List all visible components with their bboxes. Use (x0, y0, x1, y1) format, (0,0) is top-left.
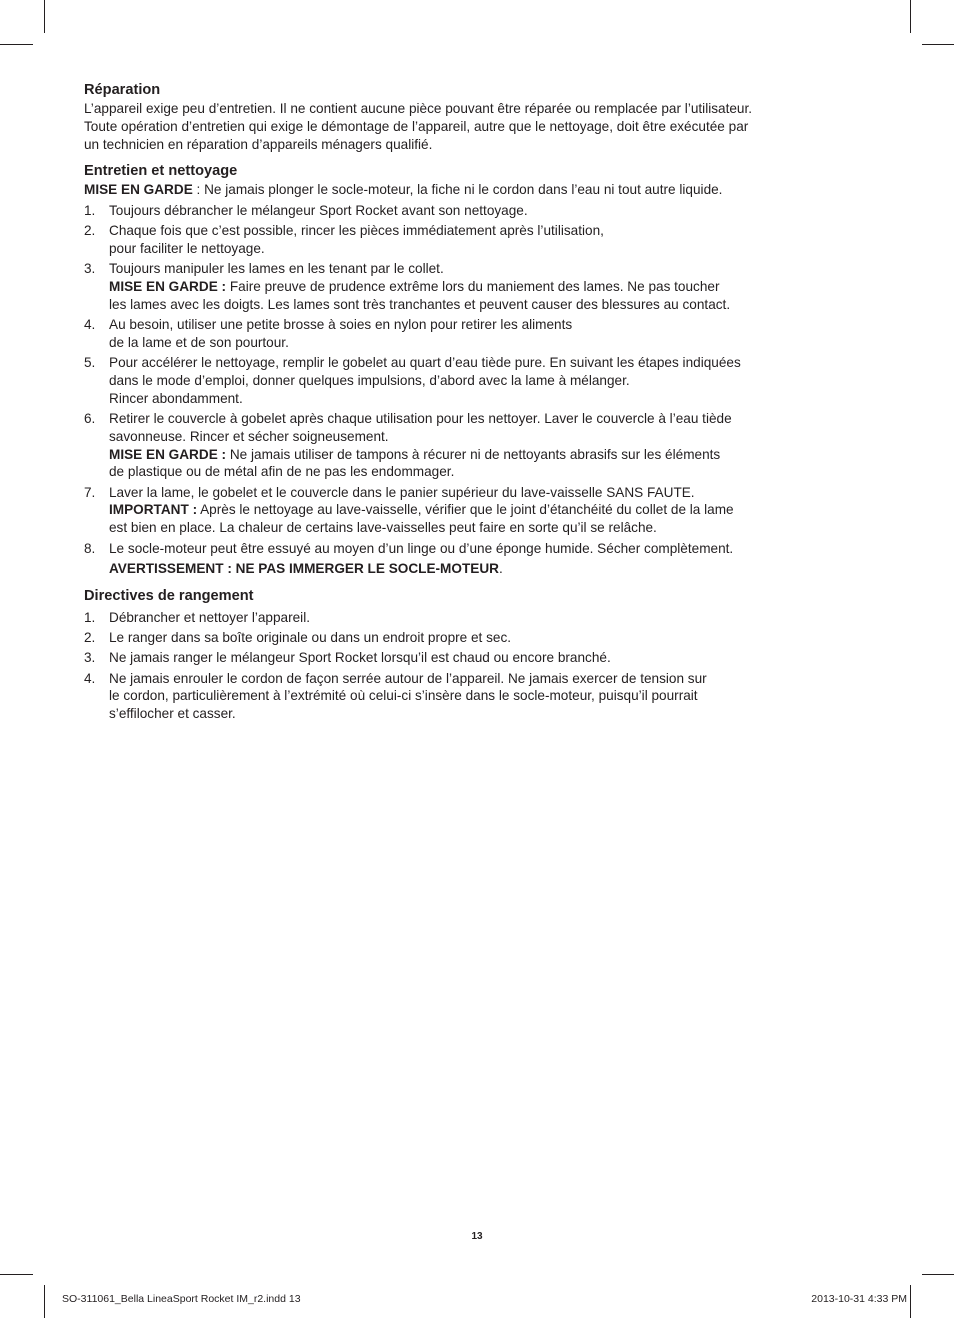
page-number: 13 (471, 1231, 483, 1242)
crop-mark-bottom-left-vertical (44, 1285, 45, 1318)
final-warning-punct: . (498, 561, 503, 577)
list-item (84, 649, 864, 667)
item-line: savonneuse. Rincer et sécher soigneusement. (109, 428, 389, 444)
crop-mark-bottom-right-horizontal (922, 1274, 954, 1275)
item-line: s’effilocher et casser. (109, 706, 236, 722)
storage-section (84, 586, 864, 723)
item-line: Chaque fois que c’est possible, rincer les pièces immédiatement après l’utilisation, (109, 222, 604, 238)
item-number: 4. (84, 670, 96, 686)
item-line: de la lame et de son pourtour. (109, 334, 289, 350)
item-number: 3. (84, 650, 96, 666)
warning-label: MISE EN GARDE (84, 182, 193, 198)
item-line: Laver la lame, le gobelet et le couvercle dans le panier supérieur du lave-vaisselle SANS FAUTE. (109, 484, 695, 500)
item-line: Retirer le couvercle à gobelet après chaque utilisation pour les nettoyer. Laver le couvercle à l’eau tiède (109, 410, 732, 426)
list-item (84, 609, 864, 627)
item-number: 1. (84, 202, 96, 218)
item-number: 8. (84, 540, 96, 556)
item-line: Ne jamais enrouler le cordon de façon serrée autour de l’appareil. Ne jamais exercer de tension sur (109, 670, 707, 686)
crop-mark-top-right-vertical (910, 0, 911, 33)
cleaning-title: Entretien et nettoyage (84, 163, 238, 180)
note-label: IMPORTANT : (109, 502, 198, 518)
list-item (84, 670, 864, 723)
item-number: 5. (84, 355, 96, 371)
item-note (109, 501, 864, 519)
item-line: pour faciliter le nettoyage. (109, 240, 265, 256)
item-line: Pour accélérer le nettoyage, remplir le gobelet au quart d’eau tiède pure. En suivant les étapes indiquées (109, 355, 741, 371)
note-text: Faire preuve de prudence extrême lors du maniement des lames. Ne pas toucher (226, 278, 720, 294)
item-note (109, 446, 864, 464)
item-line: de plastique ou de métal afin de ne pas les endommager. (109, 464, 455, 480)
list-item (84, 202, 864, 220)
item-line: dans le mode d’emploi, donner quelques impulsions, d’abord avec la lame à mélanger. (109, 372, 630, 388)
repair-line: Toute opération d’entretien qui exige le démontage de l’appareil, autre que le nettoyage, doit être exécutée par (84, 118, 749, 134)
item-line: Toujours débrancher le mélangeur Sport Rocket avant son nettoyage. (109, 202, 528, 218)
repair-paragraph (84, 100, 864, 153)
crop-mark-top-left-horizontal (0, 44, 33, 45)
item-final-warning (109, 560, 864, 578)
cleaning-section (84, 161, 864, 578)
repair-line: L’appareil exige peu d’entretien. Il ne contient aucune pièce pouvant être réparée ou remplacée par l’utilisateur. (84, 101, 753, 116)
crop-mark-bottom-right-vertical (910, 1285, 911, 1318)
final-warning-text: AVERTISSEMENT : NE PAS IMMERGER LE SOCLE-MOTEUR (109, 561, 499, 577)
warning-text: : Ne jamais plonger le socle-moteur, la fiche ni le cordon dans l’eau ni tout autre liquide. (192, 182, 723, 198)
note-label: MISE EN GARDE : (109, 446, 227, 462)
cleaning-warning (84, 181, 864, 199)
item-line: Le socle-moteur peut être essuyé au moyen d’un linge ou d’une éponge humide. Sécher complètement. (109, 540, 734, 556)
item-line: Ne jamais ranger le mélangeur Sport Rocket lorsqu’il est chaud ou encore branché. (109, 650, 611, 666)
item-number: 4. (84, 316, 96, 332)
item-line: le cordon, particulièrement à l’extrémité où celui-ci s’insère dans le socle-moteur, puisqu’il pourrait (109, 688, 698, 704)
item-line: Débrancher et nettoyer l’appareil. (109, 609, 310, 625)
repair-title: Réparation (84, 82, 161, 98)
item-line: Le ranger dans sa boîte originale ou dans un endroit propre et sec. (109, 629, 512, 645)
note-text: Après le nettoyage au lave-vaisselle, vérifier que le joint d’étanchéité du collet de la lame (197, 502, 734, 518)
list-item (84, 629, 864, 647)
file-slug: SO-311061_Bella LineaSport Rocket IM_r2.indd 13 (62, 1293, 301, 1305)
item-line: les lames avec les doigts. Les lames sont très tranchantes et peuvent causer des blessures au contact. (109, 296, 731, 312)
crop-mark-top-left-vertical (44, 0, 45, 33)
item-number: 2. (84, 222, 96, 238)
item-number: 6. (84, 410, 96, 426)
storage-steps (84, 609, 864, 723)
list-item (84, 540, 864, 579)
item-line: Rincer abondamment. (109, 390, 243, 406)
item-line: Toujours manipuler les lames en les tenant par le collet. (109, 261, 444, 277)
note-text: Ne jamais utiliser de tampons à récurer ni de nettoyants abrasifs sur les éléments (226, 446, 721, 462)
item-line: est bien en place. La chaleur de certains lave-vaisselles peut faire en sorte qu’il se relâche. (109, 520, 657, 536)
list-item (84, 222, 864, 258)
cleaning-steps (84, 202, 864, 578)
crop-mark-bottom-left-horizontal (0, 1274, 33, 1275)
page-content (84, 80, 864, 723)
list-item (84, 354, 864, 407)
crop-mark-top-right-horizontal (922, 44, 954, 45)
note-label: MISE EN GARDE : (109, 278, 227, 294)
repair-line: un technicien en réparation d’appareils ménagers qualifié. (84, 136, 433, 152)
repair-section (84, 80, 864, 153)
list-item (84, 260, 864, 313)
list-item (84, 316, 864, 352)
item-note (109, 278, 864, 296)
list-item (84, 484, 864, 537)
item-line: Au besoin, utiliser une petite brosse à soies en nylon pour retirer les aliments (109, 316, 573, 332)
list-item (84, 410, 864, 481)
timestamp: 2013-10-31 4:33 PM (811, 1293, 907, 1305)
item-number: 1. (84, 609, 96, 625)
storage-title: Directives de rangement (84, 588, 254, 605)
item-number: 3. (84, 261, 96, 277)
item-number: 7. (84, 484, 96, 500)
item-number: 2. (84, 629, 96, 645)
